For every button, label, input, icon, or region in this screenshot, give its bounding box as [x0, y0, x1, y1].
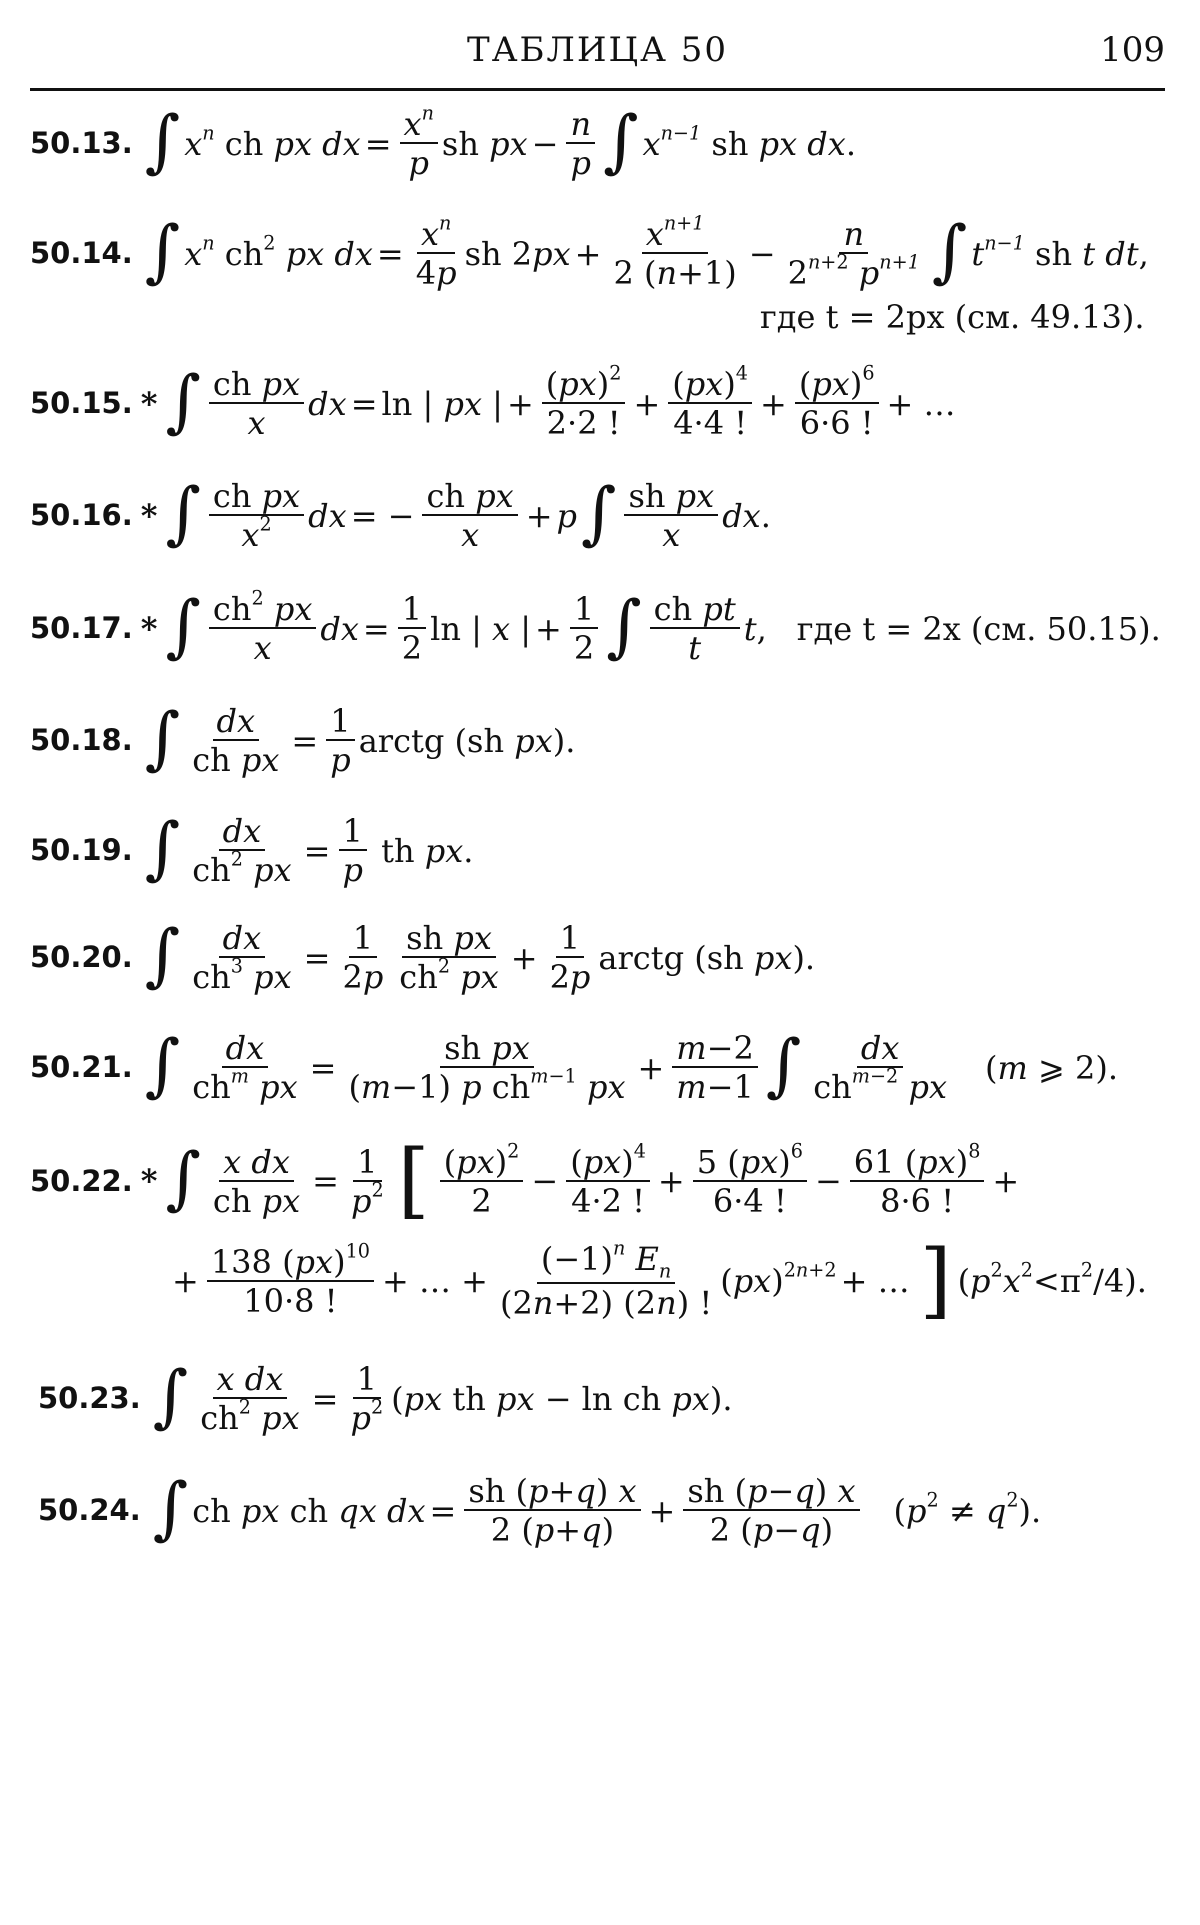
fraction: $\frac{m-2}{m-1}$: [672, 1032, 758, 1103]
fraction: $\frac{sh (p+q) x}{2 (p+q)}$: [464, 1475, 640, 1546]
table-title: ТАБЛИЦА 50: [467, 30, 728, 70]
formula-50-20: 50.20. ∫ $\frac{dx}{ch^3 px}$ = $\frac{1}{2p}$ $\frac{\text{sh px}}{ch^2 px}$ + $\frac{1}{2p}$ arctg (sh px).: [30, 915, 816, 996]
formula-50-23: 50.23. ∫ $\frac{\text{x dx}}{ch^2 px}$ = $\frac{1}{p^2}$ (px th px − ln ch px).: [38, 1356, 733, 1437]
integral-sign: ∫: [931, 211, 968, 291]
fraction: $\frac{\text{ch pt}}{t}$: [650, 593, 740, 664]
integral-sign: ∫: [152, 1468, 189, 1548]
fraction: $\frac{dx}{ch^2 px}$: [192, 812, 292, 889]
formula-note: где t = 2px (см. 49.13).: [760, 298, 1145, 336]
star-mark: *: [140, 609, 158, 648]
formula-number: 50.14.: [30, 236, 133, 270]
fraction: $\frac{ch^2 px}{x}$: [209, 593, 316, 664]
formula-number: 50.20.: [30, 940, 133, 974]
fraction: $\frac{x^n}{p}$: [400, 108, 438, 179]
fraction: $\frac{1}{2}$: [570, 593, 598, 664]
formula-note: где t = 2x (см. 50.15).: [796, 609, 1161, 648]
integral-sign: ∫: [152, 1356, 189, 1436]
formula-50-15: 50.15. * ∫ $\frac{\text{ch px}}{x}$ dx = ln | px | + $\frac{(px)^2}{2\cdot 2 !}$ + $\frac{(px)^4}{4\cdot 4 !}$ + $\frac{(px)^6}{6\cdot 6 !}$ + …: [30, 361, 956, 442]
fraction: $\frac{\text{sh px}}{ch^2 px}$: [399, 919, 499, 996]
formula-50-19: 50.19. ∫ $\frac{dx}{ch^2 px}$ = $\frac{1}{p}$ th px.: [30, 808, 474, 889]
fraction: $\frac{\text{x dx}}{ch^2 px}$: [200, 1360, 300, 1437]
formula-50-22-continued: + $\frac{138 (px)^{10}}{10\cdot 8 !}$ + … + $\frac{(-1)^n E_n}{(2n+2) (2n) !}$ (px)$^{2n+2}$ + … ] $(p^2x^2<\pi^2/4)$.: [172, 1233, 1147, 1328]
star-mark: *: [140, 1162, 158, 1200]
fraction: $\frac{1}{p}$: [338, 815, 366, 886]
fraction: $\frac{\text{ch px}}{x}$: [209, 368, 304, 439]
formula-number: 50.17.: [30, 611, 133, 645]
formula-number: 50.16.: [30, 498, 133, 532]
fraction: $\frac{n}{2^{n+2} p^{n+1}}$: [787, 215, 920, 292]
fraction: $\frac{(px)^2}{2}$: [440, 1146, 524, 1217]
fraction: $\frac{\text{ch px}}{x^2}$: [209, 480, 304, 551]
formula-50-21: 50.21. ∫ $\frac{dx}{ch^m px}$ = $\frac{\text{sh px}}{(m-1) p ch^{m-1} px}$ + $\frac{m-2}{m-1}$ ∫ $\frac{dx}{ch^{m-2} px}$ (m ⩾ 2).: [30, 1025, 1118, 1106]
formula-number: 50.21.: [30, 1050, 133, 1084]
integral-sign: ∫: [765, 1025, 802, 1105]
integral-sign: ∫: [144, 915, 181, 995]
integral-sign: ∫: [144, 698, 181, 778]
formula-50-17: 50.17. * ∫ $\frac{ch^2 px}{x}$ dx = $\frac{1}{2}$ ln | x | + $\frac{1}{2}$ ∫ $\frac{\text{ch pt}}{t}$ t, где t = 2x (см. 50.15).: [30, 586, 1161, 667]
fraction: $\frac{sh (p-q) x}{2 (p-q)}$: [683, 1475, 859, 1546]
fraction: $\frac{x^n}{4p}$: [415, 211, 457, 292]
fraction: $\frac{dx}{ch^m px}$: [192, 1029, 298, 1106]
integral-sign: ∫: [165, 586, 201, 666]
formula-number: 50.24.: [38, 1493, 141, 1527]
fraction: $\frac{dx}{ch^3 px}$: [192, 919, 292, 996]
integral-sign: ∫: [606, 586, 642, 666]
fraction: $\frac{(-1)^n E_n}{(2n+2) (2n) !}$: [499, 1236, 713, 1323]
fraction: $\frac{(px)^2}{2\cdot 2 !}$: [542, 368, 626, 439]
fraction: $\frac{1}{p^2}$: [350, 1360, 384, 1437]
page-number: 109: [1100, 30, 1165, 70]
formula-number: 50.13.: [30, 126, 133, 160]
star-mark: *: [140, 384, 158, 423]
fraction: $\frac{\text{ch px}}{x}$: [422, 480, 517, 551]
page-header: [30, 30, 1165, 75]
fraction: $\frac{(px)^4}{4\cdot 2 !}$: [566, 1146, 650, 1217]
header-rule: [30, 88, 1165, 91]
formula-number: 50.23.: [38, 1381, 141, 1415]
formula-50-24: 50.24. ∫ ch px ch qx dx = $\frac{sh (p+q) x}{2 (p+q)}$ + $\frac{sh (p-q) x}{2 (p-q)}$ $(p^2 \ne q^2)$.: [38, 1468, 1042, 1549]
formula-number: 50.19.: [30, 833, 133, 867]
fraction: $\frac{\text{sh px}}{x}$: [624, 480, 718, 551]
fraction: $\frac{n}{p}$: [566, 108, 595, 179]
integral-sign: ∫: [165, 1139, 201, 1218]
integral-sign: ∫: [603, 101, 639, 181]
fraction: $\frac{61 (px)^8}{8\cdot 6 !}$: [850, 1146, 985, 1217]
fraction: $\frac{1}{p}$: [326, 705, 354, 776]
integral-sign: ∫: [144, 1025, 181, 1105]
star-mark: *: [140, 496, 158, 535]
formula-number: 50.15.: [30, 386, 133, 420]
formula-50-14: 50.14. ∫ $x^n$ $ch^2$ px dx = $\frac{x^n}{4p}$ sh 2px + $\frac{x^{n+1}}{2 (n+1)}$ − $\frac{n}{2^{n+2} p^{n+1}}$ ∫ $t^{n-1}$ sh t dt,: [30, 211, 1149, 292]
fraction: $\frac{1}{2}$: [398, 593, 426, 664]
fraction: $\frac{\text{x dx}}{\text{ch px}}$: [212, 1142, 301, 1220]
fraction: $\frac{x^{n+1}}{2 (n+1)}$: [613, 211, 737, 292]
right-bracket: ]: [919, 1233, 952, 1328]
formula-number: 50.18.: [30, 723, 133, 757]
integral-sign: ∫: [144, 808, 181, 888]
integral-sign: ∫: [165, 361, 201, 441]
formula-50-16: 50.16. * ∫ $\frac{\text{ch px}}{x^2}$ dx = − $\frac{\text{ch px}}{x}$ + p ∫ $\frac{\text{sh px}}{x}$ dx.: [30, 473, 771, 554]
fraction: $\frac{1}{p^2}$: [350, 1142, 384, 1220]
fraction: $\frac{\text{sh px}}{(m-1) p ch^{m-1} px}$: [348, 1029, 626, 1106]
fraction: $\frac{dx}{ch^{m-2} px}$: [813, 1029, 947, 1106]
fraction: $\frac{(px)^4}{4\cdot 4 !}$: [668, 368, 752, 439]
fraction: $\frac{5 (px)^6}{6\cdot 4 !}$: [693, 1146, 807, 1217]
left-bracket: [: [397, 1133, 430, 1228]
formula-50-22: 50.22. * ∫ $\frac{\text{x dx}}{\text{ch px}}$ = $\frac{1}{p^2}$ [ $\frac{(px)^2}{2}$ − $\frac{(px)^4}{4\cdot 2 !}$ + $\frac{5 (px)^6}{6\cdot 4 !}$ − $\frac{61 (px)^8}{8\cdot 6 !}$ +: [30, 1133, 1020, 1228]
formula-number: 50.22.: [30, 1163, 133, 1198]
fraction: $\frac{dx}{\text{ch px}}$: [192, 702, 280, 779]
integral-sign: ∫: [144, 211, 181, 291]
fraction: $\frac{138 (px)^{10}}{10\cdot 8 !}$: [207, 1246, 374, 1317]
formula-50-13: 50.13. ∫ $x^n$ ch px dx = $\frac{x^n}{p}$ sh px − $\frac{n}{p}$ ∫ $x^{n-1}$ sh px dx.: [30, 101, 856, 182]
integral-sign: ∫: [581, 473, 617, 553]
fraction: $\frac{1}{2p}$: [549, 919, 591, 996]
integral-sign: ∫: [144, 101, 181, 181]
formula-50-18: 50.18. ∫ $\frac{dx}{\text{ch px}}$ = $\frac{1}{p}$ arctg (sh px).: [30, 698, 576, 779]
integral-sign: ∫: [165, 473, 201, 553]
fraction: $\frac{1}{2p}$: [342, 919, 384, 996]
fraction: $\frac{(px)^6}{6\cdot 6 !}$: [795, 368, 879, 439]
